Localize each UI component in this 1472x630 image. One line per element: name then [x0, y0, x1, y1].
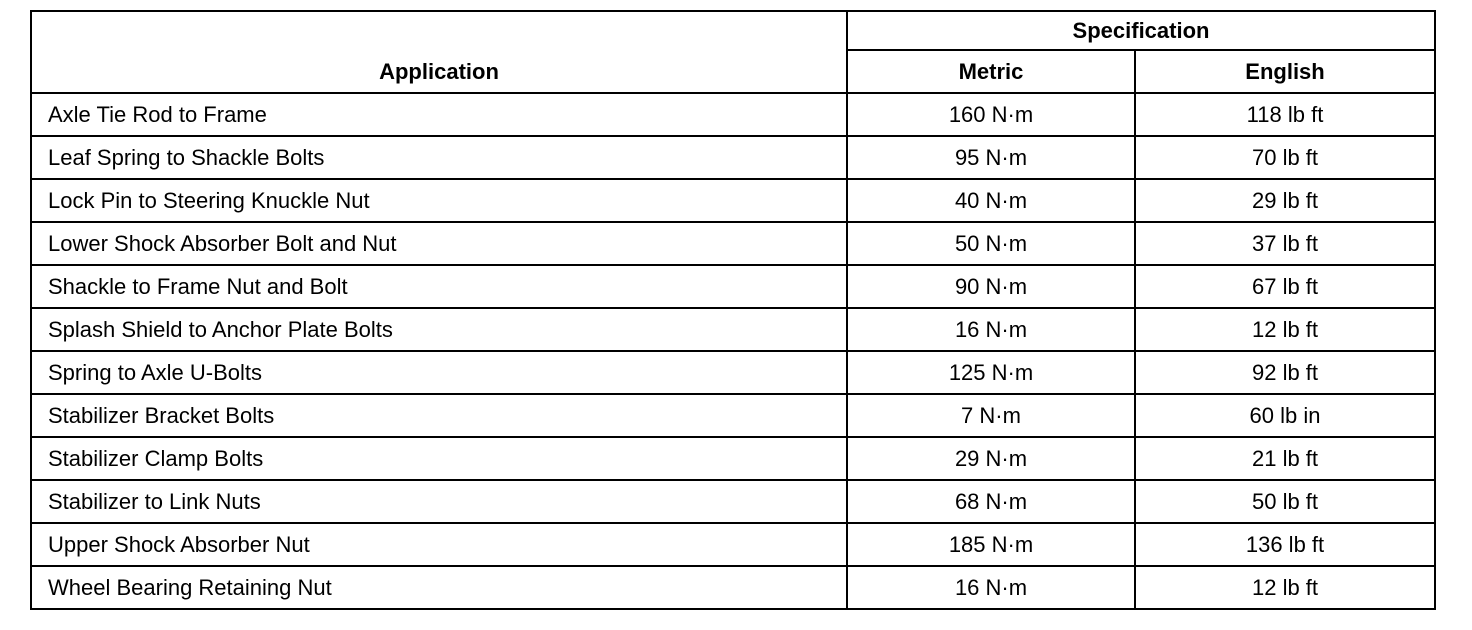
metric-cell: 40 N·m [847, 179, 1135, 222]
metric-cell: 95 N·m [847, 136, 1135, 179]
metric-cell: 68 N·m [847, 480, 1135, 523]
english-cell: 136 lb ft [1135, 523, 1435, 566]
metric-cell: 16 N·m [847, 566, 1135, 609]
table-row [31, 222, 1435, 265]
application-cell: Stabilizer Bracket Bolts [31, 394, 847, 437]
torque-spec-table [30, 10, 1436, 610]
table-row [31, 480, 1435, 523]
english-cell: 12 lb ft [1135, 308, 1435, 351]
english-cell: 60 lb in [1135, 394, 1435, 437]
application-cell: Splash Shield to Anchor Plate Bolts [31, 308, 847, 351]
table-row [31, 566, 1435, 609]
table-row [31, 437, 1435, 480]
specification-header: Specification [847, 11, 1435, 50]
table-row [31, 93, 1435, 136]
metric-cell: 185 N·m [847, 523, 1135, 566]
english-cell: 67 lb ft [1135, 265, 1435, 308]
header-row-top [31, 11, 1435, 50]
english-cell: 50 lb ft [1135, 480, 1435, 523]
table-row [31, 523, 1435, 566]
english-cell: 12 lb ft [1135, 566, 1435, 609]
application-header: Application [31, 11, 847, 93]
application-cell: Stabilizer Clamp Bolts [31, 437, 847, 480]
metric-cell: 7 N·m [847, 394, 1135, 437]
english-cell: 118 lb ft [1135, 93, 1435, 136]
table-row [31, 179, 1435, 222]
english-cell: 92 lb ft [1135, 351, 1435, 394]
metric-cell: 29 N·m [847, 437, 1135, 480]
table-row [31, 351, 1435, 394]
application-cell: Lock Pin to Steering Knuckle Nut [31, 179, 847, 222]
application-cell: Leaf Spring to Shackle Bolts [31, 136, 847, 179]
metric-header: Metric [847, 50, 1135, 93]
table-body [31, 93, 1435, 609]
english-cell: 37 lb ft [1135, 222, 1435, 265]
application-cell: Lower Shock Absorber Bolt and Nut [31, 222, 847, 265]
table-row [31, 265, 1435, 308]
application-cell: Upper Shock Absorber Nut [31, 523, 847, 566]
metric-cell: 125 N·m [847, 351, 1135, 394]
application-cell: Wheel Bearing Retaining Nut [31, 566, 847, 609]
application-cell: Stabilizer to Link Nuts [31, 480, 847, 523]
english-header: English [1135, 50, 1435, 93]
table-header [31, 11, 1435, 93]
table-row [31, 308, 1435, 351]
metric-cell: 160 N·m [847, 93, 1135, 136]
application-cell: Spring to Axle U-Bolts [31, 351, 847, 394]
metric-cell: 16 N·m [847, 308, 1135, 351]
english-cell: 29 lb ft [1135, 179, 1435, 222]
table-row [31, 136, 1435, 179]
metric-cell: 50 N·m [847, 222, 1135, 265]
english-cell: 70 lb ft [1135, 136, 1435, 179]
application-cell: Axle Tie Rod to Frame [31, 93, 847, 136]
metric-cell: 90 N·m [847, 265, 1135, 308]
application-cell: Shackle to Frame Nut and Bolt [31, 265, 847, 308]
english-cell: 21 lb ft [1135, 437, 1435, 480]
table-row [31, 394, 1435, 437]
